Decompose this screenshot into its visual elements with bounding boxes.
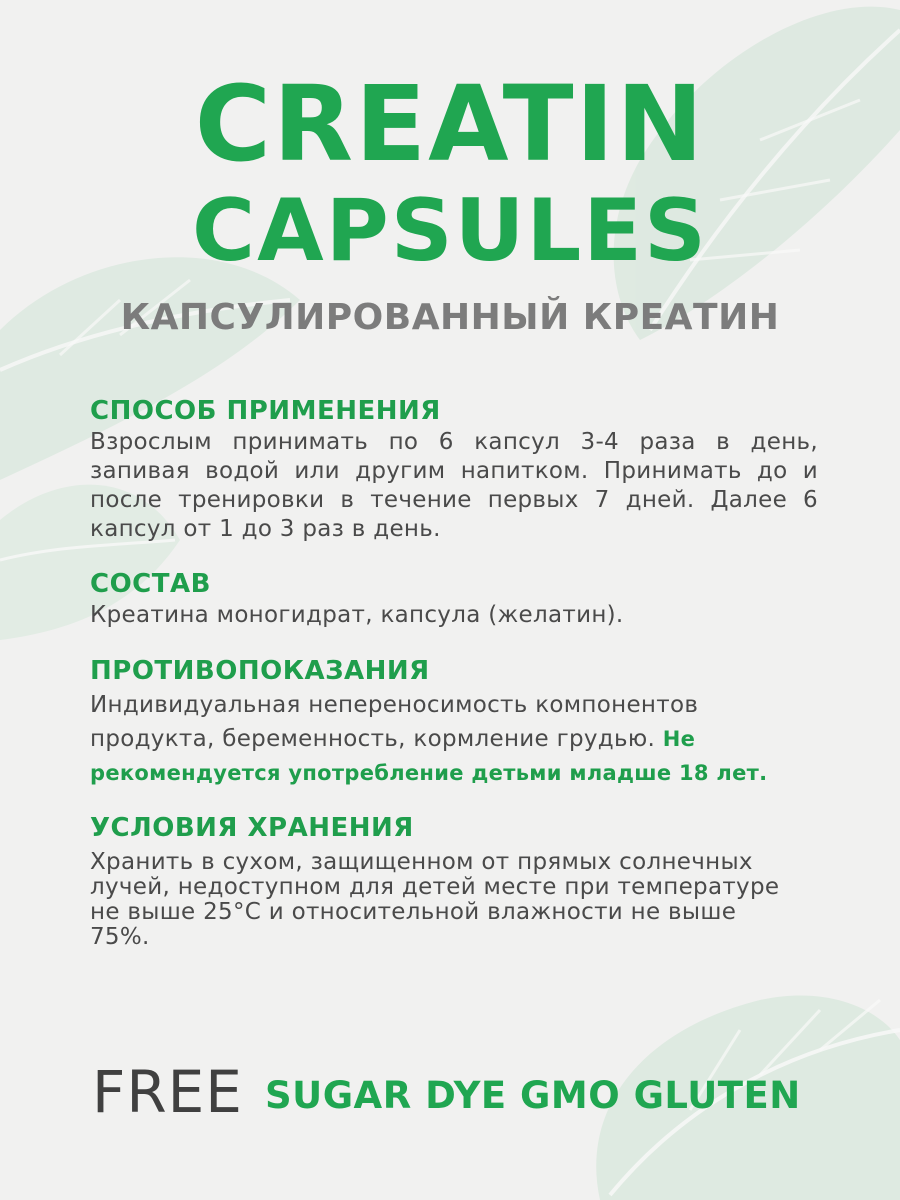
composition-text: Креатина моногидрат, капсула (желатин).	[90, 602, 624, 628]
storage-heading: УСЛОВИЯ ХРАНЕНИЯ	[90, 813, 414, 843]
contraindications-text: Индивидуальная непереносимость компонентов продукта, беременность, кормление грудью.	[90, 692, 699, 752]
product-title-line-1: CREATIN	[194, 63, 706, 185]
product-subtitle: КАПСУЛИРОВАННЫЙ КРЕАТИН	[120, 297, 780, 338]
contraindications-heading: ПРОТИВОПОКАЗАНИЯ	[90, 656, 430, 686]
contraindications-block	[90, 688, 818, 790]
product-title-line-2: CAPSULES	[192, 181, 708, 281]
storage-text: Хранить в сухом, защищенном от прямых солнечных лучей, недоступном для детей месте при температуре не выше 25°C и относительной влажности не выше 75%.	[90, 849, 780, 950]
composition-heading: СОСТАВ	[90, 569, 211, 599]
usage-text: Взрослым принимать по 6 капсул 3-4 раза в день, запивая водой или другим напитком. Принимать до и после тренировки в течение первых 7 дней. Далее 6 капсул от 1 до 3 раз в день.	[90, 429, 818, 542]
contraindications-warning: Не рекомендуется употребление детьми младше 18 лет.	[90, 727, 768, 785]
usage-heading: СПОСОБ ПРИМЕНЕНИЯ	[90, 396, 441, 426]
free-label: FREE	[92, 1058, 243, 1126]
free-items: SUGAR DYE GMO GLUTEN	[265, 1074, 801, 1117]
